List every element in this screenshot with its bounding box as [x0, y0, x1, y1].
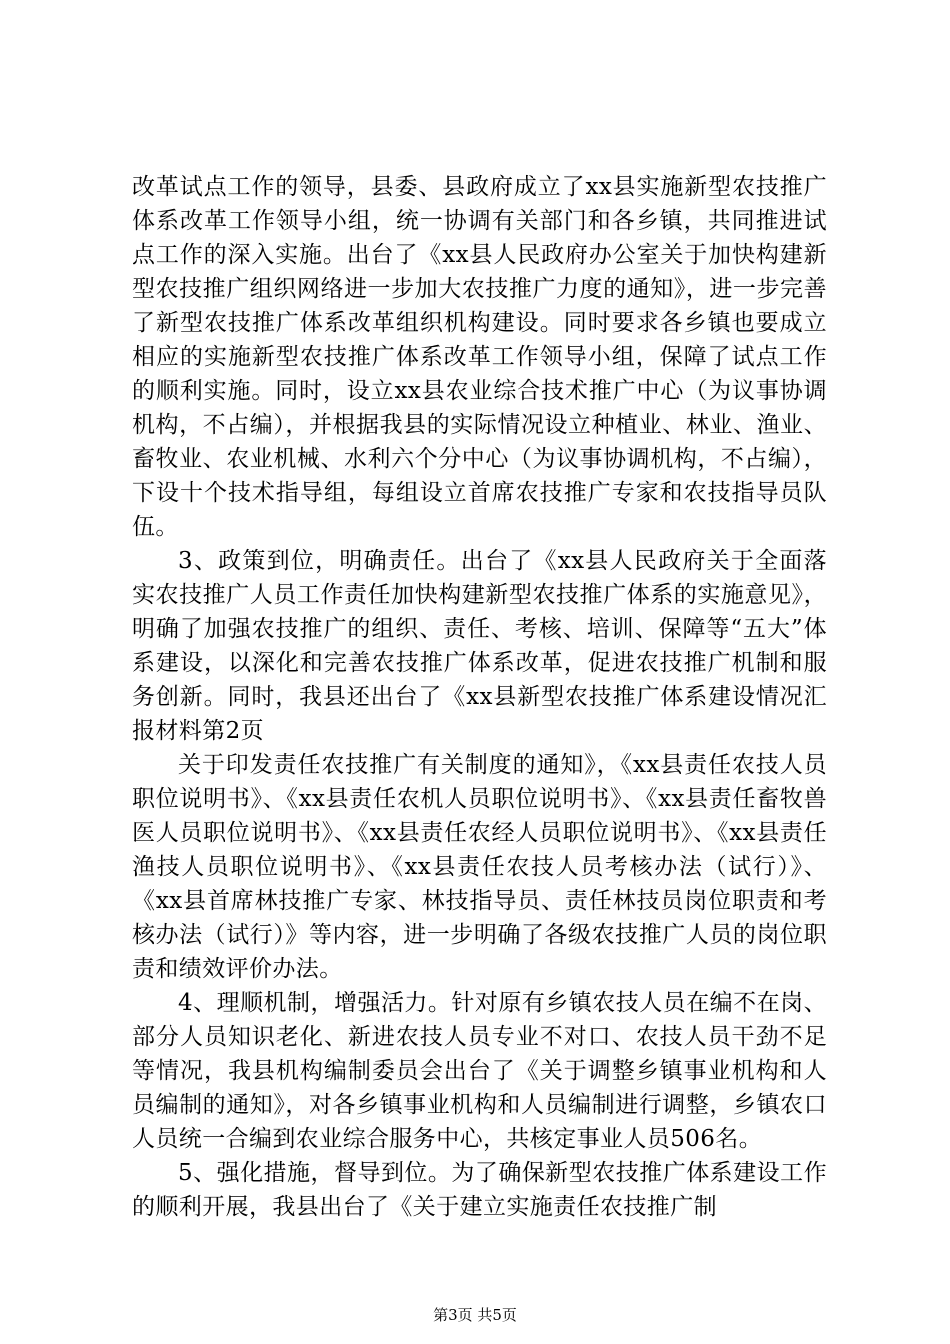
page-footer [0, 1305, 950, 1325]
paragraph-5: 5、强化措施，督导到位。为了确保新型农技推广体系建设工作的顺利开展，我县出台了《关于建立实施责任农技推广制 [132, 1160, 827, 1220]
document-body [132, 170, 827, 1224]
paragraph-1: 改革试点工作的领导，县委、县政府成立了xx县实施新型农技推广体系改革工作领导小组，统一协调有关部门和各乡镇，共同推进试点工作的深入实施。出台了《xx县人民政府办公室关于加快构建新型农技推广组织网络进一步加大农技推广力度的通知》，进一步完善了新型农技推广体系改革组织机构建设。同时要求各乡镇也要成立相应的实施新型农技推广体系改革工作领导小组，保障了试点工作的顺利实施。同时，设立xx县农业综合技术推广中心（为议事协调机构，不占编），并根据我县的实际情况设立种植业、林业、渔业、畜牧业、农业机械、水利六个分中心（为议事协调机构，不占编），下设十个技术指导组，每组设立首席农技推广专家和农技指导员队伍。 [132, 174, 827, 540]
paragraph-4: 4、理顺机制，增强活力。针对原有乡镇农技人员在编不在岗、部分人员知识老化、新进农技人员专业不对口、农技人员干劲不足等情况，我县机构编制委员会出台了《关于调整乡镇事业机构和人员编制的通知》，对各乡镇事业机构和人员编制进行调整，乡镇农口人员统一合编到农业综合服务中心，共核定事业人员506名。 [132, 990, 827, 1152]
page-number-label: 第3页 共5页 [433, 1306, 517, 1324]
paragraph-3: 关于印发责任农技推广有关制度的通知》，《xx县责任农技人员职位说明书》、《xx县责任农机人员职位说明书》、《xx县责任畜牧兽医人员职位说明书》、《xx县责任农经人员职位说明书》、《xx县责任渔技人员职位说明书》、《xx县责任农技人员考核办法（试行）》、《xx县首席林技推广专家、林技指导员、责任林技员岗位职责和考核办法（试行）》等内容，进一步明确了各级农技推广人员的岗位职责和绩效评价办法。 [132, 752, 827, 982]
paragraph-2: 3、政策到位，明确责任。出台了《xx县人民政府关于全面落实农技推广人员工作责任加快构建新型农技推广体系的实施意见》，明确了加强农技推广的组织、责任、考核、培训、保障等“五大”体系建设，以深化和完善农技推广体系改革，促进农技推广机制和服务创新。同时，我县还出台了《xx县新型农技推广体系建设情况汇报材料第2页 [132, 548, 827, 744]
